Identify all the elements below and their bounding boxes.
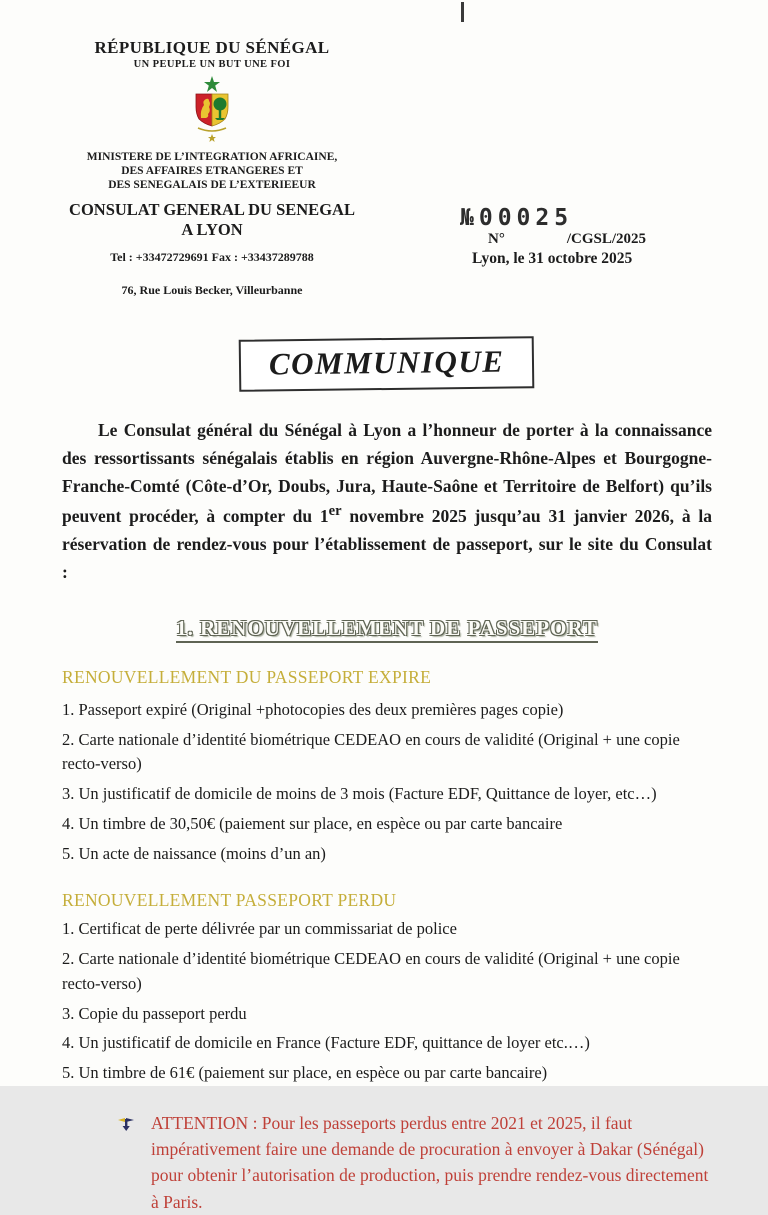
attention-note <box>117 1110 717 1215</box>
republic-title: RÉPUBLIQUE DU SÉNÉGAL <box>94 38 330 57</box>
list-item: 5. Un timbre de 61€ (paiement sur place, en espèce ou par carte bancaire) <box>62 1063 548 1083</box>
consulate-line-1: CONSULAT GENERAL DU SENEGAL <box>69 200 355 220</box>
list-item: 3. Un justificatif de domicile de moins de 3 mois (Facture EDF, Quittance de loyer, etc…) <box>62 784 657 804</box>
reference-block <box>460 205 720 268</box>
consulate-line-2: A LYON <box>181 219 243 239</box>
star-icon <box>204 76 220 92</box>
letterhead <box>44 38 380 298</box>
ordinal-superscript: er <box>328 503 342 519</box>
list-item: 4. Un timbre de 30,50€ (paiement sur place, en espèce ou par carte bancaire <box>62 813 563 833</box>
list-item: 5. Un acte de naissance (moins d’un an) <box>62 843 326 863</box>
arrow-bullet-icon <box>117 1113 135 1131</box>
reference-suffix: /CGSL/2025 <box>566 231 647 247</box>
senegal-coat-of-arms-icon <box>182 74 242 146</box>
numbering-stamp: №00025 <box>460 205 574 231</box>
subheading-passeport-expire: RENOUVELLEMENT DU PASSEPORT EXPIRE <box>62 666 432 687</box>
scan-artifact-tick <box>461 2 464 22</box>
lost-passport-requirements-list <box>62 917 712 1086</box>
list-item: 1. Passeport expiré (Original +photocopies des deux premières pages copie) <box>62 699 564 719</box>
subheading-passeport-perdu: RENOUVELLEMENT PASSEPORT PERDU <box>62 890 397 911</box>
national-motto: UN PEUPLE UN BUT UNE FOI <box>133 59 291 70</box>
list-item: 2. Carte nationale d’identité biométrique CEDEAO en cours de validité (Original + une copie recto-verso) <box>62 729 680 774</box>
communique-title-box <box>239 336 535 392</box>
intro-part-1: Le Consulat général du Sénégal à Lyon a l’honneur de porter à la connaissance des ressortissants sénégalais établis en région Auvergne-Rhône-Alpes et Bourgogne-Franche-Comté (Côte-d’Or, Doubs, Jura, Haute-Saône et Territoire de Belfort) qu’ils peuvent procéder, à compter du 1 <box>62 420 712 526</box>
list-item: 2. Carte nationale d’identité biométrique CEDEAO en cours de validité (Original + une copie recto-verso) <box>62 949 680 993</box>
reference-number-line <box>460 231 720 248</box>
ministry-name <box>44 150 380 192</box>
small-star-icon <box>208 134 216 142</box>
section-heading-renouvellement: 1. RENOUVELLEMENT DE PASSEPORT <box>62 616 712 641</box>
postal-address: 76, Rue Louis Becker, Villeurbanne <box>121 282 303 297</box>
attention-text: ATTENTION : Pour les passeports perdus entre 2021 et 2025, il faut impérativement faire une demande de procuration à envoyer à Dakar (Sénégal) pour obtenir l’autorisation de production, puis prendre rendez-vous directement à Paris. <box>151 1112 709 1212</box>
reference-prefix: N° <box>488 231 505 247</box>
communique-title: COMMUNIQUE <box>269 343 505 382</box>
list-item: 4. Un justificatif de domicile en France (Facture EDF, quittance de loyer etc.…) <box>62 1033 590 1053</box>
consulate-name <box>44 200 380 240</box>
ministry-line-3: DES SENEGALAIS DE L’EXTERIEEUR <box>108 179 316 192</box>
document-body <box>62 338 712 1215</box>
intro-paragraph <box>62 416 712 586</box>
intro-part-2: novembre 2025 jusqu’au 31 janvier 2026, à la réservation de rendez-vous pour l’établissement de passeport, sur le site du Consulat : <box>62 505 713 582</box>
ministry-line-1: MINISTERE DE L’INTEGRATION AFRICAINE, <box>86 151 338 163</box>
place-and-date: Lyon, le 31 octobre 2025 <box>472 250 633 267</box>
ministry-line-2: DES AFFAIRES ETRANGERES ET <box>121 165 303 178</box>
list-item: 3. Copie du passeport perdu <box>62 1003 247 1023</box>
list-item: 1. Certificat de perte délivrée par un commissariat de police <box>62 919 457 939</box>
expired-passport-requirements-list <box>62 698 712 867</box>
contact-phone-fax: Tel : +33472729691 Fax : +33437289788 <box>110 249 314 264</box>
